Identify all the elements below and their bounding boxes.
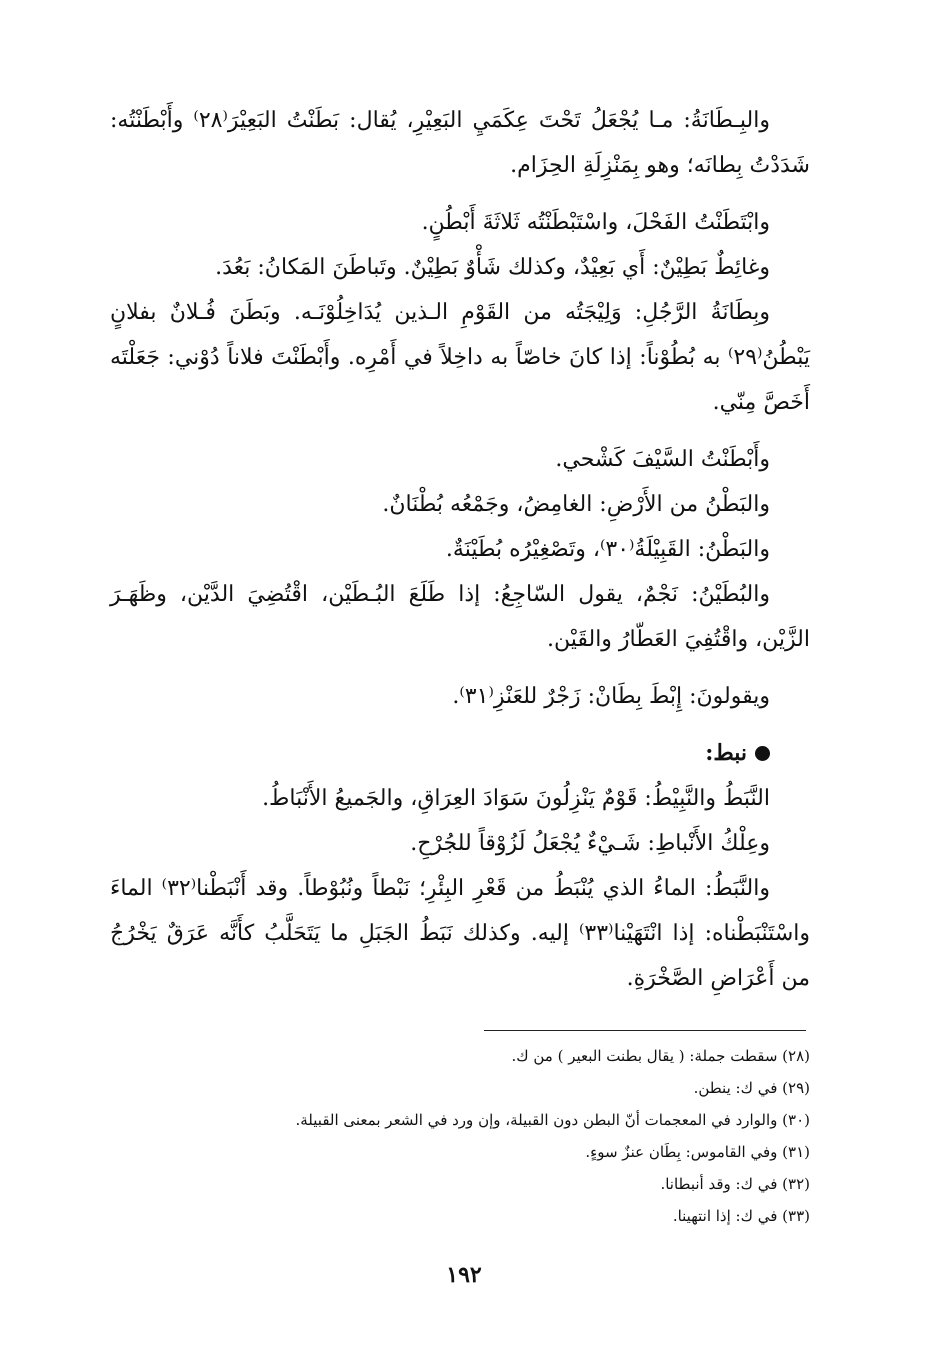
main-text-body <box>110 98 810 1001</box>
paragraph: والبَطْنُ من الأَرْضِ: الغامِضُ، وجَمْعُه بُطْنَانٌ. <box>382 492 770 517</box>
footnotes <box>120 1040 810 1232</box>
section-heading <box>110 731 770 776</box>
footnote: (٣١) وفي القاموس: بِطَان عنزٌ سوءٍ. <box>585 1143 810 1161</box>
paragraph: والبَطْنُ: القَبِيْلَةُ⁽٣٠⁾، وتَصْغِيْرُه بُطَيْنَةٌ. <box>445 537 770 562</box>
footnote-divider <box>484 1030 806 1031</box>
paragraph: ويقولونَ: إِبْطَ بِطَانْ: زَجْرٌ للعَنْزِ⁽٣١⁾. <box>452 684 770 709</box>
paragraph: وغائِطٌ بَطِيْنٌ: أَي بَعِيْدٌ، وكذلك شَأْوٌ بَطِيْنٌ. وتَباطَنَ المَكانُ: بَعُدَ. <box>215 255 770 280</box>
page-number: ١٩٢ <box>446 1262 482 1288</box>
section-heading-label: نبط: <box>705 740 747 766</box>
paragraph: والنَّبَطُ: الماءُ الذي يُنْبَطُ من قَعْرِ البِئْرِ؛ نَبْطاً ونُبُوْطاً. وقد أَنْبَطْنا⁽٣٢⁾ الماءَ واسْتَنْبَطْناه: إذا انْتَهَيْنا⁽٣٣⁾ إليه. وكذلك نَبَطُ الجَبَلِ ما يَتَحَلَّبُ كأَنَّه عَرَقٌ يَخْرُجُ من أَعْرَاضِ الصَّخْرَةِ. <box>110 876 810 991</box>
bullet-icon <box>755 746 770 761</box>
paragraph: وابْتَطَنْتُ الفَحْلَ، واسْتَبْطَنْتُه ثَلاثَةَ أَبْطُنٍ. <box>421 210 770 235</box>
paragraph: وأَبْطَنْتُ السَّيْفَ كَشْحي. <box>555 447 770 472</box>
footnote: (٣٣) في ك: إذا انتهينا. <box>672 1207 810 1225</box>
footnote: (٣٠) والوارد في المعجمات أنّ البطن دون القبيلة، وإن ورد في الشعر بمعنى القبيلة. <box>295 1111 810 1129</box>
footnote: (٣٢) في ك: وقد أنبطانا. <box>660 1175 810 1193</box>
paragraph: النَّبَطُ والنَّبِيْطُ: قَوْمٌ يَنْزِلُونَ سَوَادَ العِرَاقِ، والجَميعُ الأَنْبَاطُ. <box>262 786 770 811</box>
footnote: (٢٩) في ك: ينطن. <box>693 1079 810 1097</box>
paragraph: والبِـطَانَةُ: مـا يُجْعَلُ تَحْتَ عِكَمَيِ البَعِيْرِ، يُقال: بَطَنْتُ البَعِيْرَ⁽٢٨⁾ وأَبْطَنْتُه: شَدَدْتُ بِطانَه؛ وهو بِمَنْزِلَةِ الحِزَام. <box>110 108 810 178</box>
paragraph: وبِطَانَةُ الرَّجُلِ: وَلِيْجَتُه من القَوْمِ الـذين يُدَاخِلُوْنَـه. وبَطَنَ فُـلانٌ بفلانٍ يَبْطُنُ⁽٢٩⁾ به بُطُوْناً: إذا كانَ خاصّاً به داخِلاً في أَمْرِه. وأَبْطَنْتَ فلاناً دُوْني: جَعَلْتَه أَخَصَّ مِنّي. <box>110 300 810 415</box>
paragraph: وعِلْكُ الأَنْباطِ: شَـيْءٌ يُجْعَلُ لَزُوْقاً للجُرْحِ. <box>410 831 770 856</box>
footnote: (٢٨) سقطت جملة: ( يقال بطنت البعير ) من ك. <box>511 1047 810 1065</box>
paragraph: والبُطَيْنُ: نَجْمٌ، يقول السّاجِعُ: إذا طَلَعَ البُـطَيْن، اقْتُضِيَ الدَّيْن، وظَهَـرَ الزَّيْن، واقْتُفِيَ العَطّارُ والقَيْن. <box>110 582 810 652</box>
